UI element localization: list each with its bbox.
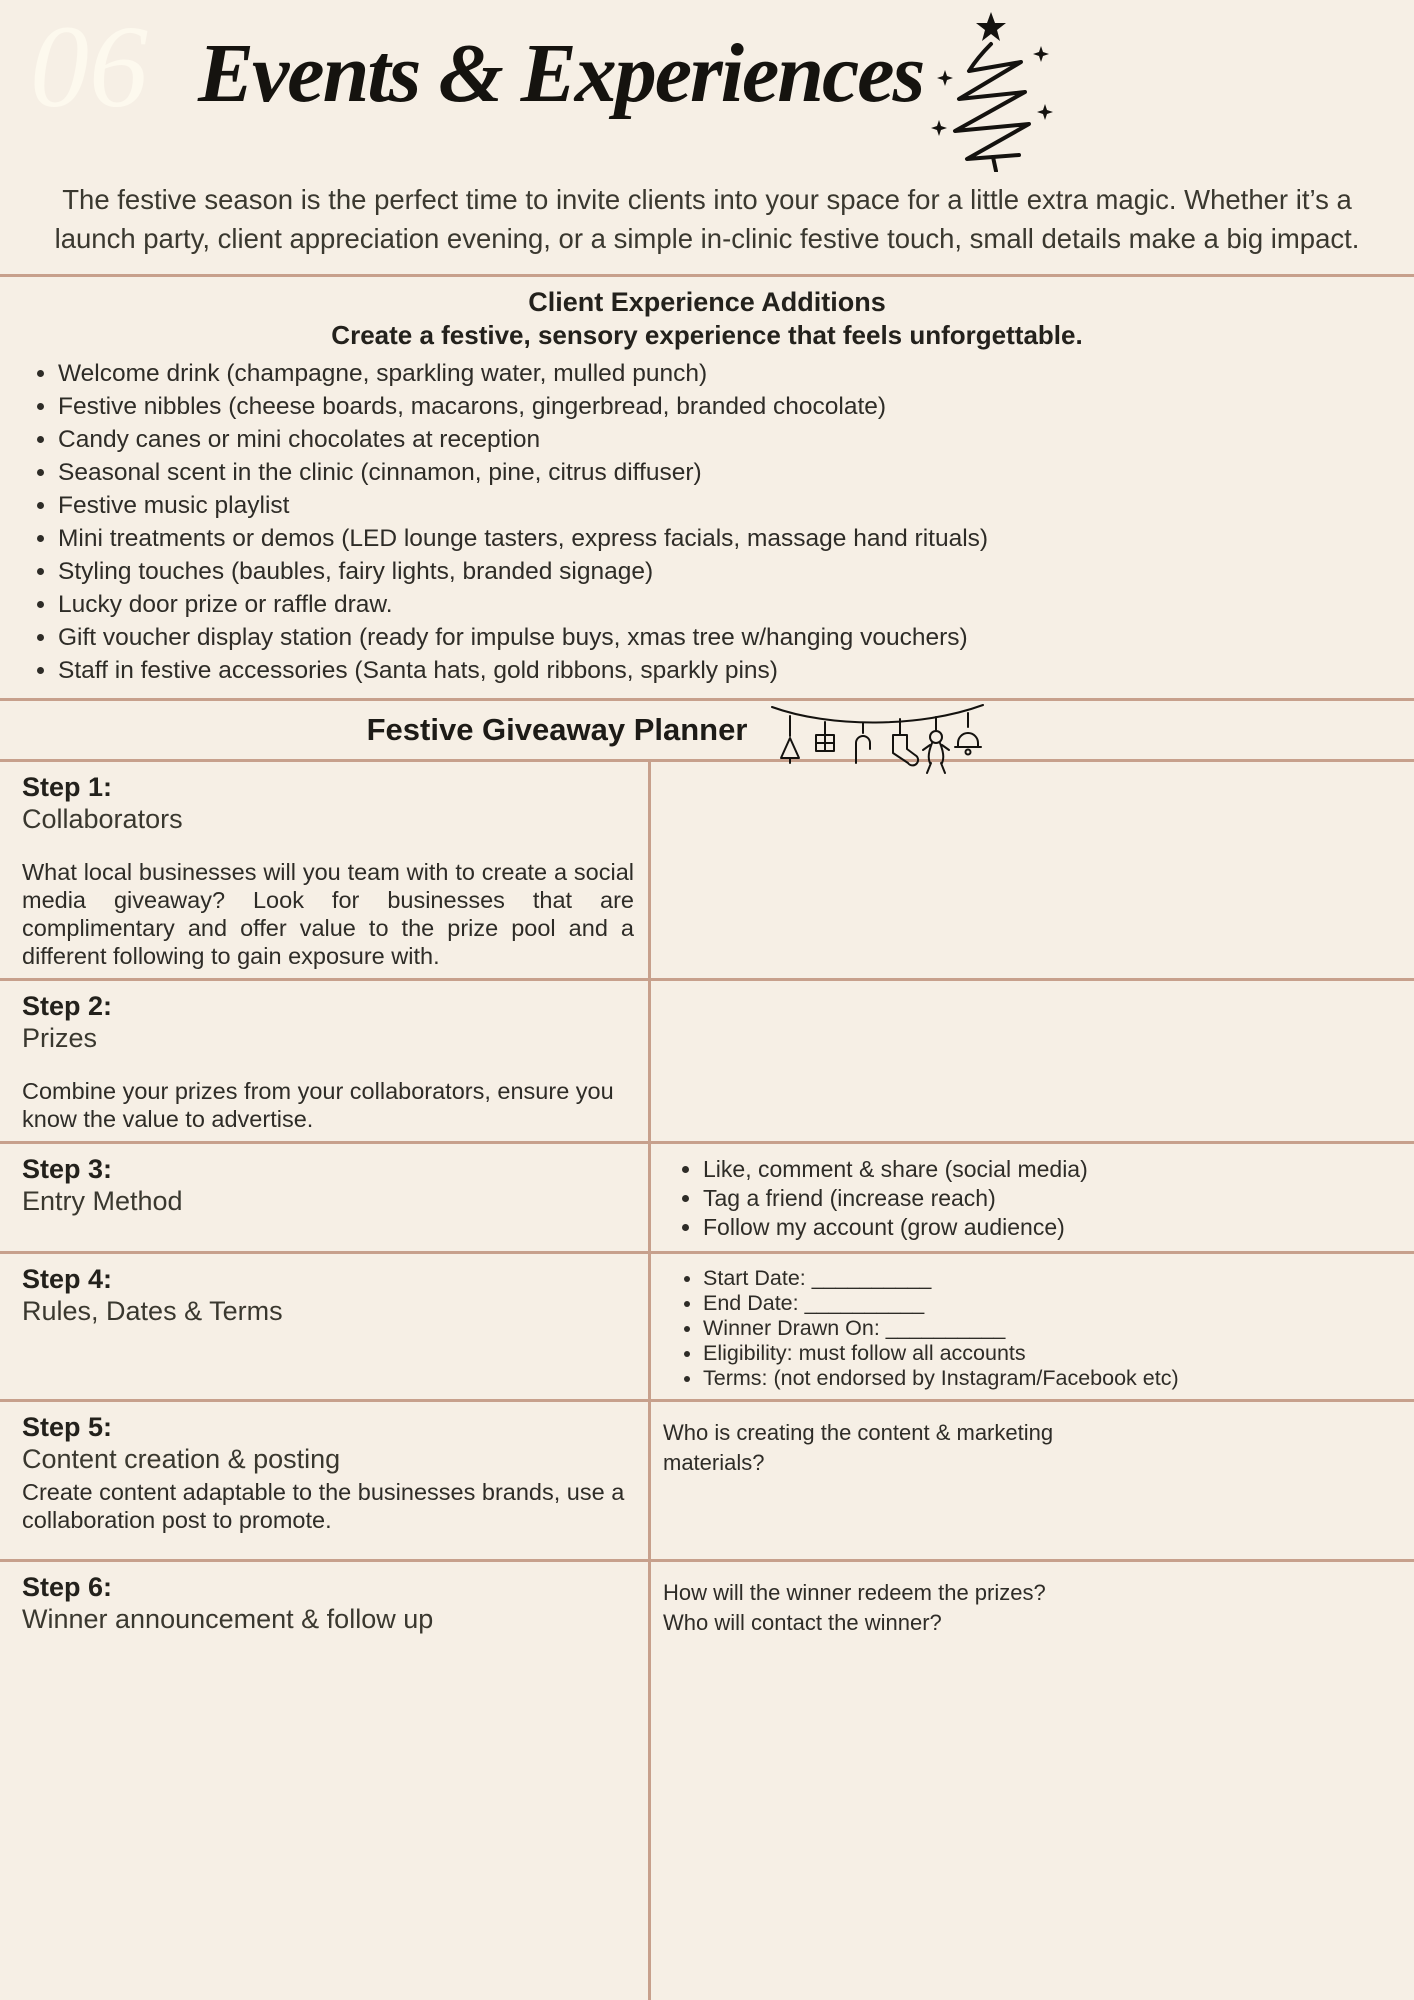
client-experience-item: • Staff in festive accessories (Santa hats, gold ribbons, sparkly pins) — [58, 658, 1414, 685]
page-header — [0, 0, 1414, 178]
content-creation-question: Who is creating the content & marketing materials? — [663, 1420, 1054, 1476]
step-name: Collaborators — [22, 804, 183, 835]
planner-right-cell — [648, 981, 1414, 1141]
step-description: Create content adaptable to the businesses brands, use a collaboration post to promote. — [22, 1479, 625, 1534]
client-experience-item: • Styling touches (baubles, fairy lights, branded signage) — [58, 559, 1414, 586]
client-experience-item: • Lucky door prize or raffle draw. — [58, 592, 1414, 619]
planner-title: Festive Giveaway Planner — [366, 712, 748, 748]
step-label: Step 3: — [22, 1154, 113, 1185]
step-description: What local businesses will you team with to create a social media giveaway? Look for businesses that are complimentary and offer value to the prize pool and a different following to gain exposure with. — [22, 859, 634, 970]
planner-row-3 — [0, 1141, 1414, 1251]
step-name: Rules, Dates & Terms — [22, 1296, 283, 1327]
planner-right-cell — [648, 1144, 1414, 1251]
step-name: Prizes — [22, 1023, 98, 1054]
page-title: Events & Experiences — [198, 27, 924, 120]
step-name: Content creation & posting — [22, 1444, 341, 1475]
step-label: Step 4: — [22, 1264, 113, 1295]
planner-right-cell — [648, 1402, 1414, 1559]
client-experience-list — [36, 361, 1414, 684]
client-experience-subtitle: Create a festive, sensory experience that feels unforgettable. — [331, 320, 1083, 351]
planner-left-cell — [0, 762, 648, 978]
planner-row-1 — [0, 762, 1414, 978]
rules-dates-item: • Terms: (not endorsed by Instagram/Facebook etc) — [703, 1366, 1398, 1390]
rules-dates-item: • Eligibility: must follow all accounts — [703, 1341, 1398, 1365]
planner-left-cell — [0, 981, 648, 1141]
step-label: Step 6: — [22, 1572, 113, 1603]
christmas-tree-icon — [925, 10, 1057, 177]
entry-method-list — [687, 1156, 1398, 1241]
planner-row-5 — [0, 1399, 1414, 1559]
planner-row-2 — [0, 978, 1414, 1141]
rules-dates-list — [687, 1266, 1398, 1390]
entry-method-item: • Like, comment & share (social media) — [703, 1156, 1398, 1183]
client-experience-section — [0, 274, 1414, 698]
planner-table — [0, 759, 1414, 2000]
planner-row-4 — [0, 1251, 1414, 1399]
step-description: Combine your prizes from your collaborators, ensure you know the value to advertise. — [22, 1078, 614, 1133]
step-label: Step 1: — [22, 772, 113, 803]
garland-ornaments-icon — [770, 701, 985, 788]
planner-right-cell — [648, 762, 1414, 978]
step-label: Step 2: — [22, 991, 113, 1022]
planner-left-cell — [0, 1254, 648, 1399]
entry-method-item: • Follow my account (grow audience) — [703, 1214, 1398, 1241]
step-name: Winner announcement & follow up — [22, 1604, 434, 1635]
page-number: 06 — [30, 1, 148, 132]
client-experience-item: • Festive music playlist — [58, 493, 1414, 520]
step-label: Step 5: — [22, 1412, 113, 1443]
client-experience-item: • Candy canes or mini chocolates at reception — [58, 427, 1414, 454]
step-name: Entry Method — [22, 1186, 183, 1217]
intro-text: The festive season is the perfect time to invite clients into your space for a little extra magic. Whether it’s a launch party, client appreciation evening, or a simple in-clinic festive touch, small details make a big impact. — [54, 184, 1360, 255]
winner-redeem-question: How will the winner redeem the prizes? Who will contact the winner? — [663, 1580, 1046, 1636]
client-experience-item: • Gift voucher display station (ready for impulse buys, xmas tree w/hanging vouchers) — [58, 625, 1414, 652]
rules-dates-item: • Start Date: __________ — [703, 1266, 1398, 1290]
planner-left-cell — [0, 1562, 648, 2000]
rules-dates-item: • End Date: __________ — [703, 1291, 1398, 1315]
entry-method-item: • Tag a friend (increase reach) — [703, 1185, 1398, 1212]
client-experience-title: Client Experience Additions — [528, 287, 886, 318]
planner-heading-bar — [0, 698, 1414, 759]
planner-right-cell — [648, 1562, 1414, 2000]
rules-dates-item: • Winner Drawn On: __________ — [703, 1316, 1398, 1340]
planner-row-6 — [0, 1559, 1414, 2000]
planner-left-cell — [0, 1402, 648, 1559]
client-experience-item: • Mini treatments or demos (LED lounge tasters, express facials, massage hand rituals) — [58, 526, 1414, 553]
client-experience-item: • Welcome drink (champagne, sparkling water, mulled punch) — [58, 361, 1414, 388]
planner-right-cell — [648, 1254, 1414, 1399]
planner-left-cell — [0, 1144, 648, 1251]
client-experience-item: • Festive nibbles (cheese boards, macarons, gingerbread, branded chocolate) — [58, 394, 1414, 421]
client-experience-item: • Seasonal scent in the clinic (cinnamon, pine, citrus diffuser) — [58, 460, 1414, 487]
